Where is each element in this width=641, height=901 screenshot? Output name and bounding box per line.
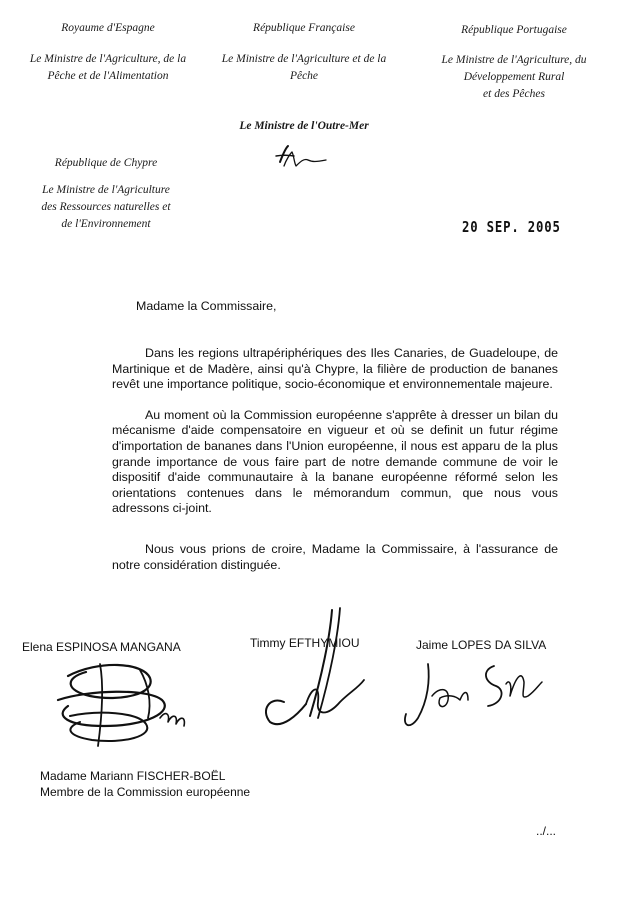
letter-body xyxy=(112,346,558,573)
cyprus-country: République de Chypre xyxy=(54,157,158,169)
header-spain xyxy=(8,20,208,85)
portugal-ministry-line-1: Le Ministre de l'Agriculture, du xyxy=(441,54,587,66)
signature-lopes-da-silva xyxy=(398,656,548,736)
signature-efthymiou xyxy=(240,606,380,736)
outremer-signature xyxy=(270,140,340,174)
header-portugal xyxy=(414,22,614,103)
signatory-name-spain: Elena ESPINOSA MANGANA xyxy=(22,640,181,654)
addressee-title: Membre de la Commission européenne xyxy=(40,785,251,799)
date-stamp: 20 SEP. 2005 xyxy=(462,218,561,236)
header-cyprus xyxy=(6,155,206,233)
header-france xyxy=(204,20,404,85)
header-outremer xyxy=(204,118,404,135)
outremer-ministry: Le Ministre de l'Outre-Mer xyxy=(239,120,369,132)
portugal-country: République Portugaise xyxy=(461,24,567,36)
spain-country: Royaume d'Espagne xyxy=(61,22,155,34)
paragraph-1: Dans les regions ultrapériphériques des Iles Canaries, de Guadeloupe, de Martinique et de Madère, ainsi qu'à Chypre, la filière de production de bananes revêt une importance politique, socio-économique et environnementale majeure. xyxy=(112,346,558,392)
signatory-name-portugal: Jaime LOPES DA SILVA xyxy=(416,638,547,652)
paragraph-3: Nous vous prions de croire, Madame la Commissaire, à l'assurance de notre considération distinguée. xyxy=(112,541,558,572)
addressee-name: Madame Mariann FISCHER-BOËL xyxy=(40,769,226,783)
paragraph-2: Au moment où la Commission européenne s'apprête à dresser un bilan du mécanisme d'aide compensatoire en vigueur et où se definit un futur régime d'importation de bananes dans l'Union européenne, il nous est apparu de la plus grande importance de vous faire part de notre demande commune de voir le dispositif d'aide communautaire à la banane européenne réformé selon les orientations contenues dans le mémorandum commun, que nous vous adressons ci-joint. xyxy=(112,407,558,516)
france-ministry-line-2: Pêche xyxy=(289,70,319,82)
page-continuation-marker: ../... xyxy=(536,824,557,838)
portugal-ministry-line-3: et des Pêches xyxy=(483,88,545,100)
portugal-ministry-line-2: Développement Rural xyxy=(463,71,565,83)
cyprus-ministry-line-2: des Ressources naturelles et xyxy=(41,201,171,213)
cyprus-ministry-line-3: de l'Environnement xyxy=(61,218,151,230)
salutation: Madame la Commissaire, xyxy=(136,299,277,313)
spain-ministry-line-1: Le Ministre de l'Agriculture, de la xyxy=(29,53,187,65)
cyprus-ministry-line-1: Le Ministre de l'Agriculture xyxy=(42,184,170,196)
signature-espinosa xyxy=(28,656,198,756)
signatory-name-cyprus: Timmy EFTHYMIOU xyxy=(250,636,360,650)
france-ministry-line-1: Le Ministre de l'Agriculture et de la xyxy=(221,53,387,65)
spain-ministry-line-2: Pêche et de l'Alimentation xyxy=(47,70,169,82)
france-country: République Française xyxy=(253,22,355,34)
addressee xyxy=(40,768,250,800)
